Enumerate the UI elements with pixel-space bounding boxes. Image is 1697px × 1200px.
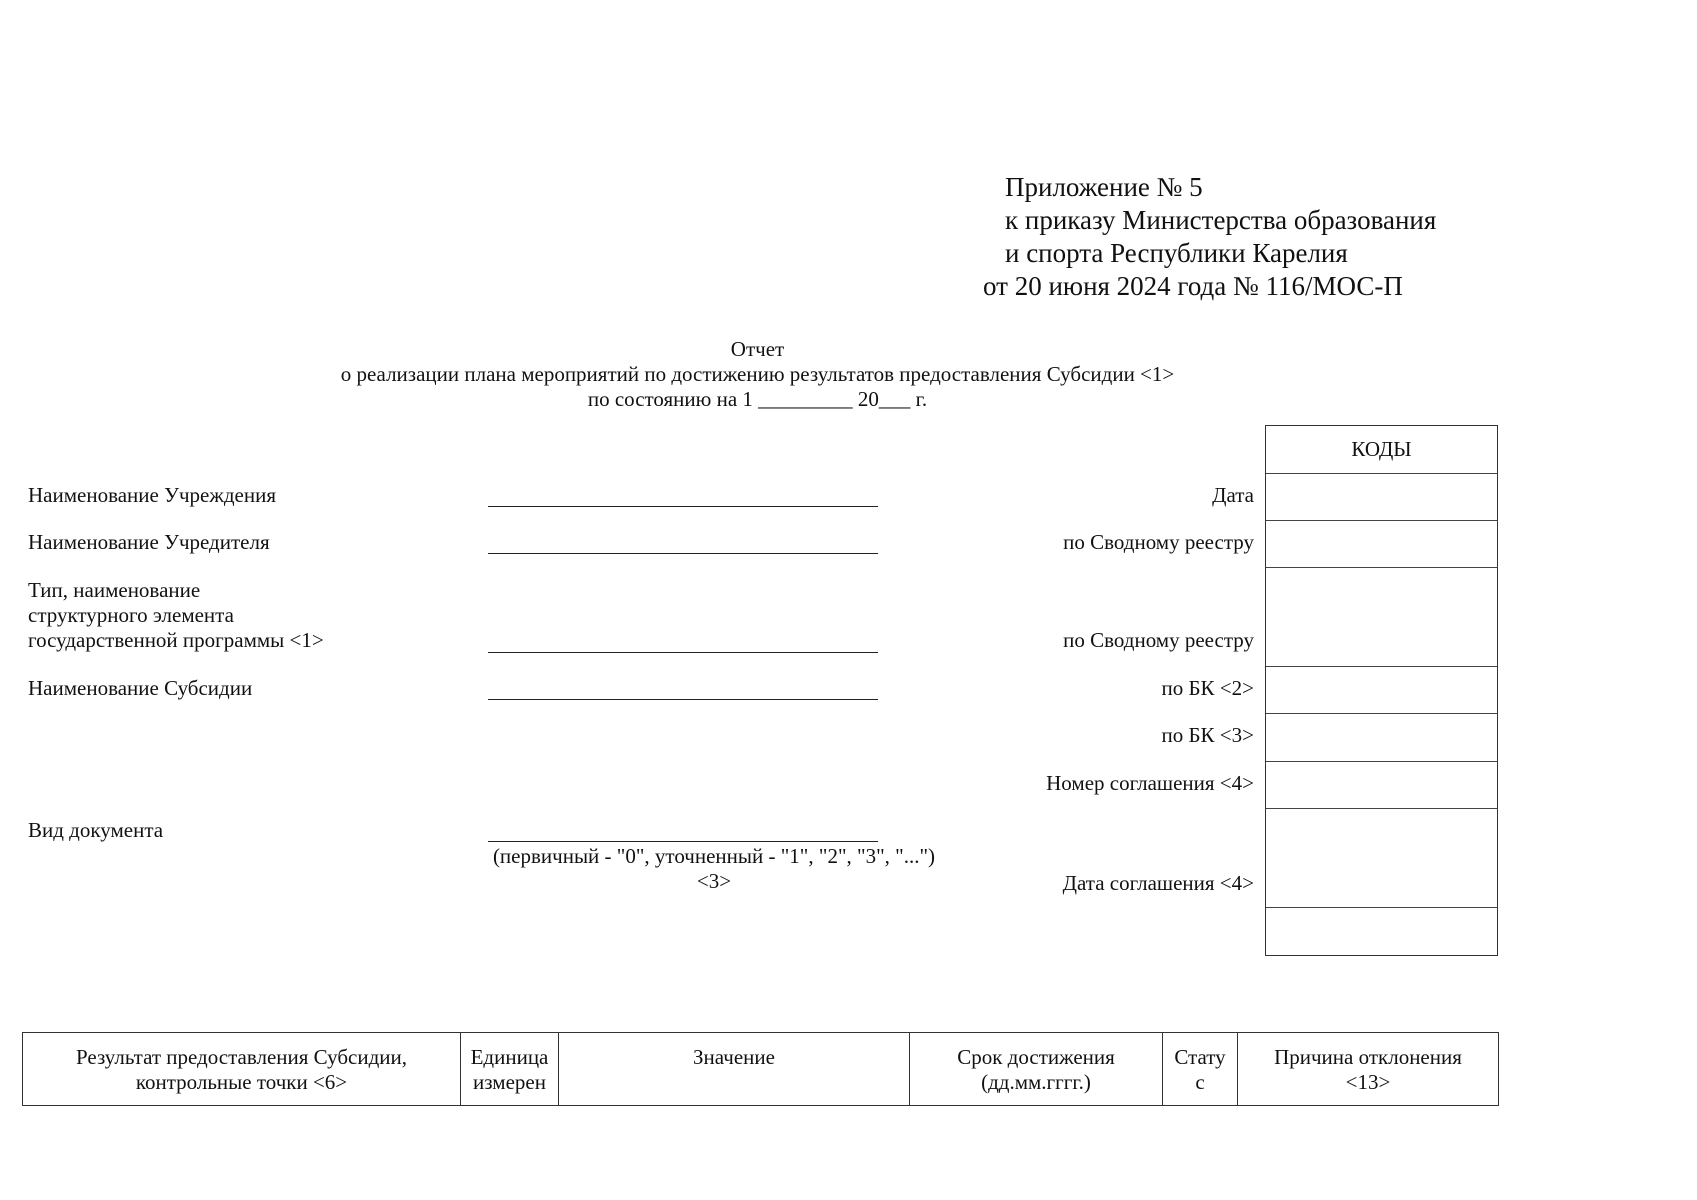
registry-code-cell-2[interactable] [1266,568,1497,667]
unit-column-header: Единица измерен [461,1033,559,1106]
registry-label-1: по Сводному реестру [1063,530,1254,554]
report-title: Отчет [730,337,785,361]
institution-field[interactable] [488,506,878,507]
extra-code-cell[interactable] [1266,908,1497,955]
agreement-date-cell[interactable] [1266,809,1497,908]
bk-label-2: по БК <3> [1161,723,1254,747]
subsidy-field[interactable] [488,699,878,700]
program-field[interactable] [488,652,878,653]
registry-code-cell-1[interactable] [1266,521,1497,568]
doc-type-note-ref: <3> [696,869,732,893]
agreement-number-label: Номер соглашения <4> [1046,771,1254,795]
doc-type-label: Вид документа [28,818,164,842]
report-subtitle: о реализации плана мероприятий по достижению результатов предоставления Субсидии <1> [340,362,1175,386]
subsidy-label: Наименование Субсидии [28,676,253,700]
status-column-header: Стату с [1163,1033,1238,1106]
founder-label: Наименование Учредителя [28,530,270,554]
result-column-header: Результат предоставления Субсидии, контрольные точки <6> [23,1033,461,1106]
results-table [22,1032,1499,1106]
date-code-cell[interactable] [1266,474,1497,521]
appendix-line-3: и спорта Республики Карелия [1005,238,1348,268]
codes-box [1265,425,1498,956]
deadline-column-header: Срок достижения (дд.мм.гггг.) [910,1033,1163,1106]
program-label-line-3: государственной программы <1> [28,628,324,652]
agreement-date-label: Дата соглашения <4> [1062,871,1254,895]
appendix-line-1: Приложение № 5 [1005,172,1203,202]
registry-label-2: по Сводному реестру [1063,628,1254,652]
appendix-line-4: от 20 июня 2024 года № 116/МОС-П [983,271,1403,301]
bk-label-1: по БК <2> [1161,676,1254,700]
date-label: Дата [1212,483,1254,507]
appendix-line-2: к приказу Министерства образования [1005,205,1437,235]
report-date-line: по состоянию на 1 _________ 20___ г. [587,387,928,411]
agreement-number-cell[interactable] [1266,762,1497,809]
bk-code-cell-1[interactable] [1266,667,1497,714]
doc-type-field[interactable] [488,841,878,842]
codes-header: КОДЫ [1266,426,1497,474]
program-label-line-2: структурного элемента [28,603,234,627]
doc-type-note: (первичный - "0", уточненный - "1", "2", "3", "...") [492,844,936,868]
institution-label: Наименование Учреждения [28,483,276,507]
founder-field[interactable] [488,553,878,554]
bk-code-cell-2[interactable] [1266,714,1497,762]
program-label-line-1: Тип, наименование [28,578,201,602]
results-table-header-row [23,1033,1499,1106]
value-column-header: Значение [559,1033,910,1106]
deviation-reason-column-header: Причина отклонения <13> [1238,1033,1499,1106]
